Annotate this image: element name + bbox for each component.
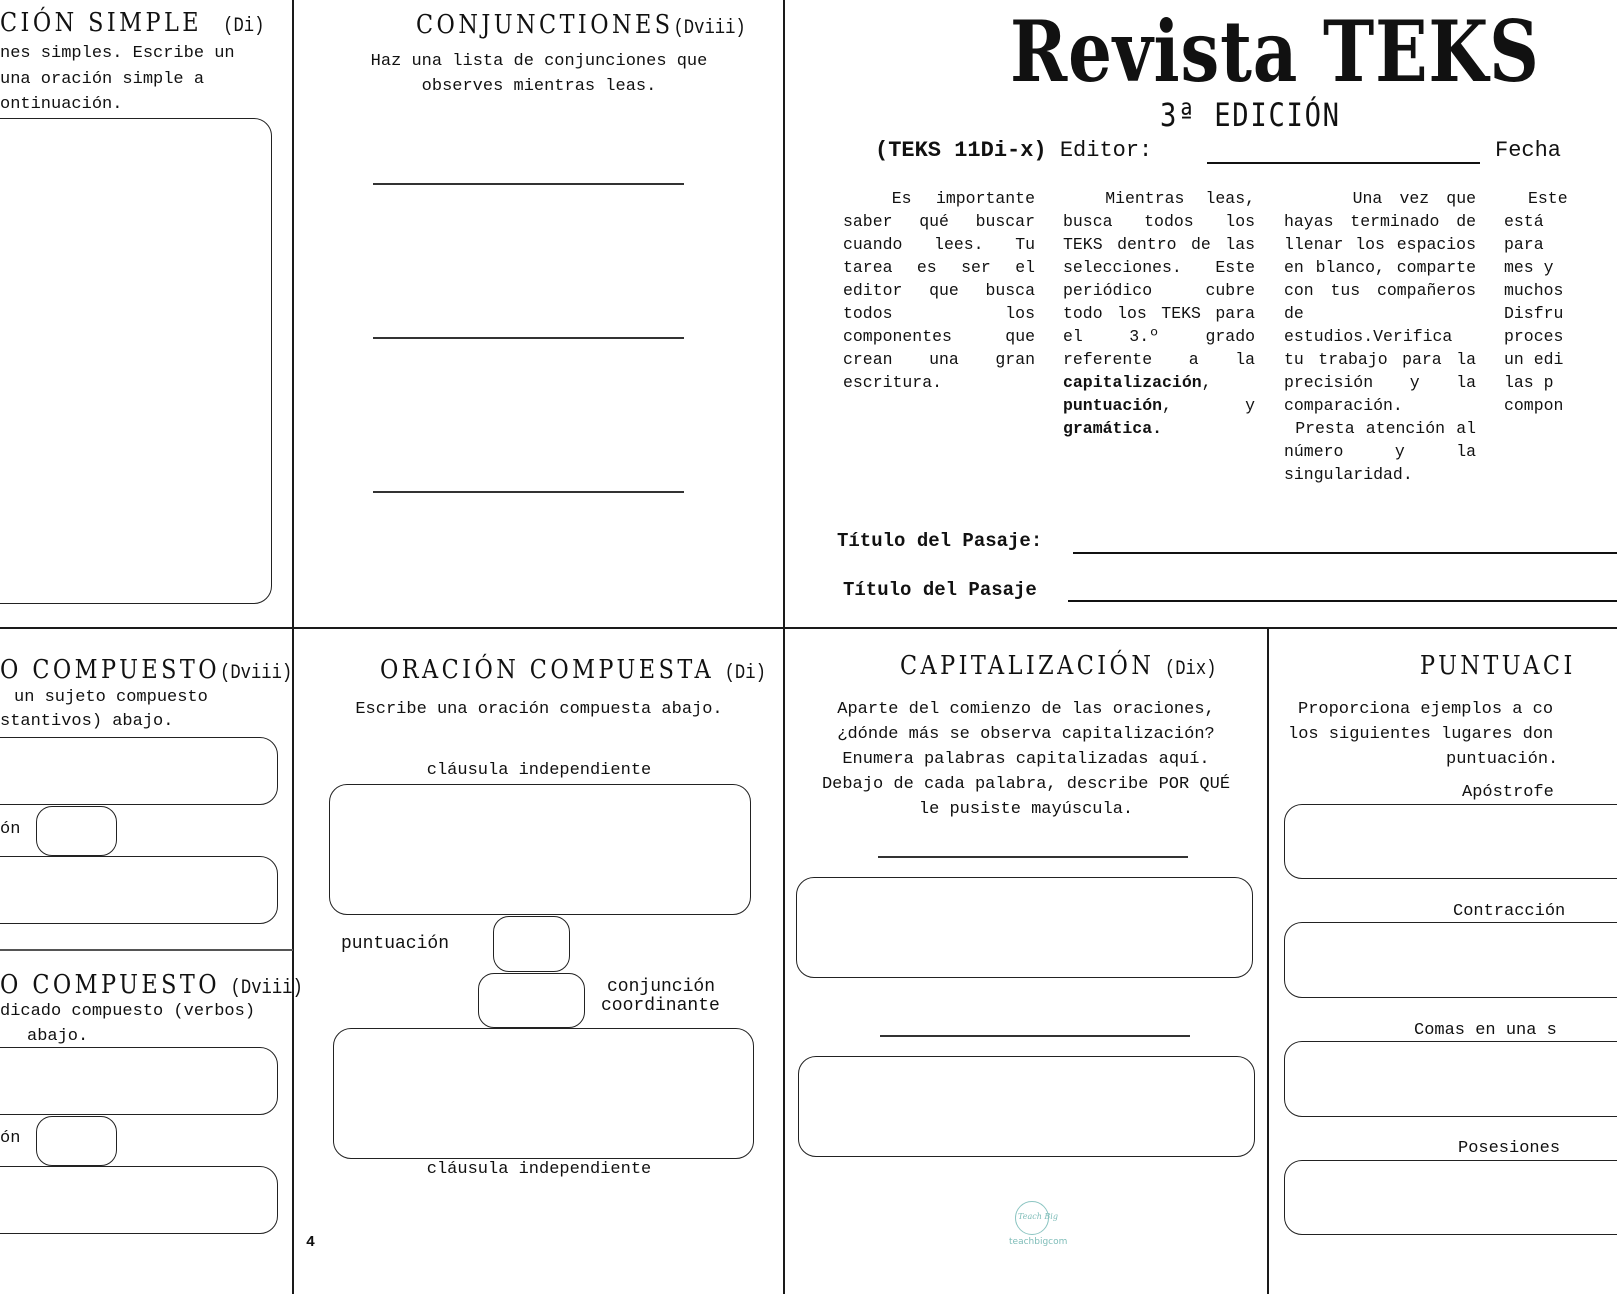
intro-column-4: Este está para mes y muchos Disfru proces un edi las p compon — [1504, 189, 1568, 415]
intro-column-2: Mientras leas, busca todos los TEKS dentro de las selecciones. Este periódico cubre todo los TEKS para el 3.º grado referente a la capitalización, puntuación, y gramática. — [1063, 189, 1255, 438]
teks-code: (Dviii) — [219, 662, 293, 685]
instruction-text: Escribe una oración compuesta abajo. — [355, 700, 723, 719]
passage-title-2-label: Título del Pasaje — [843, 579, 1037, 601]
commas-box[interactable] — [1284, 1041, 1617, 1117]
edition-label: 3ª EDICIÓN — [1160, 96, 1341, 134]
divider-col-2 — [783, 0, 785, 1294]
section-heading: CAPITALIZACIÓN (Dix) — [900, 651, 1217, 681]
instruction-line: nes simples. Escribe un — [0, 44, 235, 63]
instruction-line: Haz una lista de conjunciones que — [370, 52, 708, 71]
intro-column-1: Es importante saber qué buscar cuando lees. Tu tarea es ser el editor que busca todos los componentes que crean una gran escritura. — [843, 189, 1035, 392]
instruction-line: una oración simple a — [0, 70, 205, 89]
instruction-line: un sujeto compuesto — [14, 688, 208, 707]
contraction-box[interactable] — [1284, 922, 1617, 998]
contraction-label: Contracción — [1453, 902, 1566, 921]
section-heading: CONJUNCTIONES(Dviii) — [416, 10, 746, 40]
commas-label: Comas en una s — [1414, 1021, 1557, 1040]
passage-title-2-field[interactable] — [1068, 600, 1617, 602]
instruction-line: Aparte del comienzo de las oraciones, — [837, 700, 1215, 719]
divider-col-1 — [292, 0, 294, 1294]
divider-left-sub — [0, 949, 293, 951]
section-heading: PUNTUACI — [1420, 651, 1576, 681]
teks-code: (Di) — [724, 662, 766, 685]
answer-box-predicate-1[interactable] — [0, 1047, 278, 1115]
possessives-box[interactable] — [1284, 1160, 1617, 1235]
instruction-line: Enumera palabras capitalizadas aquí. — [842, 750, 1210, 769]
section-heading: O COMPUESTO(Dviii) — [0, 655, 293, 685]
instruction-line: ontinuación. — [0, 95, 123, 114]
passage-title-1-field[interactable] — [1073, 552, 1617, 554]
capitalized-word-line-1[interactable] — [878, 856, 1188, 858]
apostrophe-label: Apóstrofe — [1462, 783, 1554, 802]
instruction-line: los siguientes lugares don — [1288, 725, 1554, 744]
connector-label: ón — [0, 1129, 21, 1148]
intro-column-3: Una vez que hayas terminado de llenar los espacios en blanco, comparte con tus compañeros de estudios.Verifica tu trabajo para la precisión y la comparación. Presta atención al número y la singularidad. — [1284, 189, 1477, 484]
instruction-line: ¿dónde más se observa capitalización? — [837, 725, 1215, 744]
logo-signature: Teach Big — [1018, 1212, 1058, 1221]
conjunction-box[interactable] — [36, 1116, 117, 1166]
instruction-line: puntuación. — [1446, 750, 1559, 769]
teks-code: (Dviii) — [673, 17, 746, 40]
instruction-line: abajo. — [27, 1027, 89, 1046]
teks-code: (Dix) — [1164, 658, 1217, 681]
section-heading: O COMPUESTO (Dviii) — [0, 970, 303, 1000]
punctuation-label: puntuación — [341, 934, 450, 954]
apostrophe-box[interactable] — [1284, 804, 1617, 879]
independent-clause-box-2[interactable] — [333, 1028, 754, 1159]
instruction-line: le pusiste mayúscula. — [918, 800, 1134, 819]
answer-line[interactable] — [373, 337, 684, 339]
possessives-label: Posesiones — [1458, 1139, 1561, 1158]
conjunction-box[interactable] — [478, 973, 585, 1028]
magazine-title: Revista TEKS — [1010, 2, 1540, 101]
answer-box[interactable] — [0, 118, 272, 604]
instruction-line: dicado compuesto (verbos) — [0, 1002, 256, 1021]
independent-clause-box-1[interactable] — [329, 784, 751, 915]
teks-code-label: (TEKS 11Di-x) Editor: — [875, 138, 1153, 163]
reason-box-2[interactable] — [798, 1056, 1255, 1157]
editor-field[interactable] — [1207, 162, 1480, 164]
instruction-line: Debajo de cada palabra, describe POR QUÉ — [821, 775, 1231, 794]
conjunction-label-2: coordinante — [601, 996, 720, 1016]
section-heading: CIÓN SIMPLE (Di) — [0, 8, 265, 38]
section-heading: ORACIÓN COMPUESTA (Di) — [380, 655, 766, 685]
punctuation-box[interactable] — [493, 916, 570, 972]
connector-label: ón — [0, 820, 21, 839]
instruction-line: Proporciona ejemplos a co — [1298, 700, 1554, 719]
answer-line[interactable] — [373, 491, 684, 493]
page-number: 4 — [306, 1234, 316, 1251]
clause-top-label: cláusula independiente — [426, 761, 652, 780]
reason-box-1[interactable] — [796, 877, 1253, 978]
clause-bottom-label: cláusula independiente — [426, 1160, 652, 1179]
teks-code: (Di) — [223, 15, 265, 38]
answer-box-predicate-2[interactable] — [0, 1166, 278, 1234]
divider-col-3 — [1267, 628, 1269, 1294]
instruction-line: stantivos) abajo. — [0, 712, 174, 731]
passage-title-1-label: Título del Pasaje: — [837, 530, 1043, 552]
answer-line[interactable] — [373, 183, 684, 185]
logo-site: teachbigcom — [1009, 1237, 1068, 1247]
conjunction-label-1: conjunción — [607, 977, 716, 997]
teks-code: (Dviii) — [230, 977, 303, 1000]
divider-row — [0, 627, 1617, 629]
date-label: Fecha — [1495, 138, 1562, 163]
answer-box-subject-2[interactable] — [0, 856, 278, 924]
answer-box-subject-1[interactable] — [0, 737, 278, 805]
conjunction-box[interactable] — [36, 806, 117, 856]
instruction-line: observes mientras leas. — [421, 77, 657, 96]
capitalized-word-line-2[interactable] — [880, 1035, 1190, 1037]
